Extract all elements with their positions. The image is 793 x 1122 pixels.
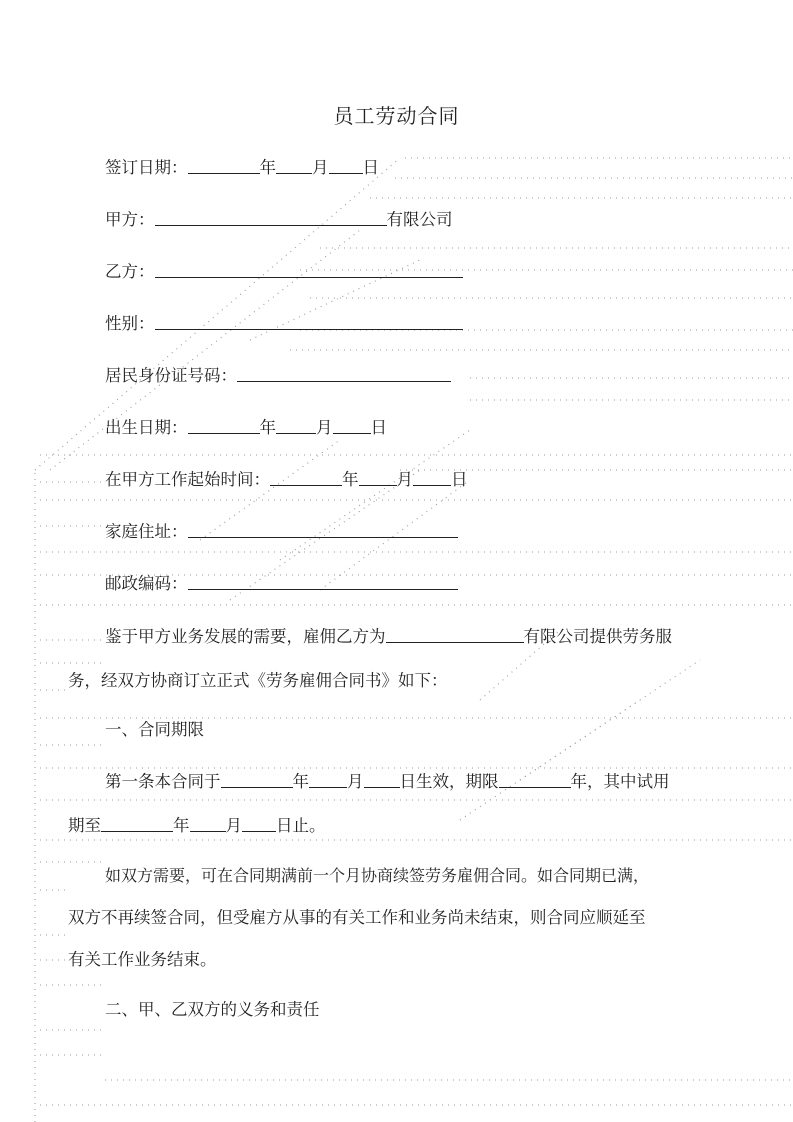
article-1-year-unit: 年	[292, 772, 309, 791]
birth-date-month-unit: 月	[316, 418, 333, 437]
section-2-heading: 二、甲、乙双方的义务和责任	[105, 1000, 320, 1019]
start-date-month-blank[interactable]	[359, 470, 397, 486]
gender-label: 性别：	[105, 314, 155, 333]
renewal-line-2: 双方不再续签合同，但受雇方从事的有关工作和业务尚未结束，则合同应顺延至	[68, 908, 646, 927]
probation-year-blank[interactable]	[101, 816, 173, 832]
party-a-label: 甲方：	[105, 210, 155, 229]
postcode-blank[interactable]	[188, 574, 458, 590]
probation-year-unit: 年	[173, 816, 190, 835]
sign-date-day-unit: 日	[362, 158, 379, 177]
sign-date-line	[105, 158, 379, 178]
sign-date-year-unit: 年	[259, 158, 276, 177]
start-date-month-unit: 月	[396, 470, 413, 489]
sign-date-month-blank[interactable]	[276, 158, 312, 174]
birth-date-line	[105, 418, 387, 438]
address-blank[interactable]	[188, 522, 458, 538]
address-line	[105, 522, 458, 542]
document-title: 员工劳动合同	[333, 104, 460, 128]
article-1-month-blank[interactable]	[309, 772, 347, 788]
start-date-year-blank[interactable]	[270, 470, 342, 486]
id-number-blank[interactable]	[237, 366, 451, 382]
article-1-line-2	[68, 816, 326, 836]
party-b-blank[interactable]	[155, 262, 463, 278]
article-1-term-blank[interactable]	[499, 772, 571, 788]
article-1-text-c: 年，其中试用	[570, 772, 670, 791]
renewal-line-3: 有关工作业务结束。	[68, 950, 217, 969]
birth-date-label: 出生日期：	[105, 418, 188, 437]
intro-line-1	[105, 627, 672, 647]
article-1-month-unit: 月	[347, 772, 364, 791]
article-1-text-b: 日生效，期限	[399, 772, 499, 791]
start-date-day-unit: 日	[451, 470, 468, 489]
intro-text-1: 鉴于甲方业务发展的需要，雇佣乙方为	[105, 627, 386, 646]
party-b-line	[105, 262, 463, 282]
sign-date-month-unit: 月	[312, 158, 329, 177]
article-1-line-1	[105, 772, 670, 792]
party-a-line	[105, 210, 453, 230]
sign-date-year-blank[interactable]	[188, 158, 260, 174]
probation-month-unit: 月	[225, 816, 242, 835]
article-1-day-blank[interactable]	[364, 772, 400, 788]
article-1-text-a: 第一条本合同于	[105, 772, 221, 791]
id-number-label: 居民身份证号码：	[105, 366, 237, 385]
sign-date-day-blank[interactable]	[329, 158, 363, 174]
renewal-line-1: 如双方需要，可在合同期满前一个月协商续签劳务雇佣合同。如合同期已满，	[105, 866, 650, 885]
sign-date-label: 签订日期：	[105, 158, 188, 177]
party-a-blank[interactable]	[155, 210, 387, 226]
intro-line-2: 务，经双方协商订立正式《劳务雇佣合同书》如下：	[68, 671, 448, 690]
article-1-year-blank[interactable]	[221, 772, 293, 788]
birth-date-year-unit: 年	[259, 418, 276, 437]
start-date-day-blank[interactable]	[413, 470, 451, 486]
birth-date-month-blank[interactable]	[276, 418, 316, 434]
probation-month-blank[interactable]	[190, 816, 226, 832]
id-number-line	[105, 366, 451, 386]
postcode-line	[105, 574, 458, 594]
intro-text-2: 有限公司提供劳务服	[523, 627, 672, 646]
start-date-line	[105, 470, 468, 490]
birth-date-year-blank[interactable]	[188, 418, 260, 434]
start-date-year-unit: 年	[342, 470, 359, 489]
gender-blank[interactable]	[155, 314, 463, 330]
probation-day-blank[interactable]	[242, 816, 276, 832]
gender-line	[105, 314, 463, 334]
start-date-label: 在甲方工作起始时间：	[105, 470, 270, 489]
birth-date-day-blank[interactable]	[333, 418, 371, 434]
article-1-text-d: 期至	[68, 816, 101, 835]
article-1-text-e: 日止。	[276, 816, 326, 835]
party-a-suffix: 有限公司	[386, 210, 453, 229]
section-1-heading: 一、合同期限	[105, 720, 204, 739]
address-label: 家庭住址：	[105, 522, 188, 541]
intro-company-blank[interactable]	[386, 627, 524, 643]
postcode-label: 邮政编码：	[105, 574, 188, 593]
party-b-label: 乙方：	[105, 262, 155, 281]
birth-date-day-unit: 日	[370, 418, 387, 437]
